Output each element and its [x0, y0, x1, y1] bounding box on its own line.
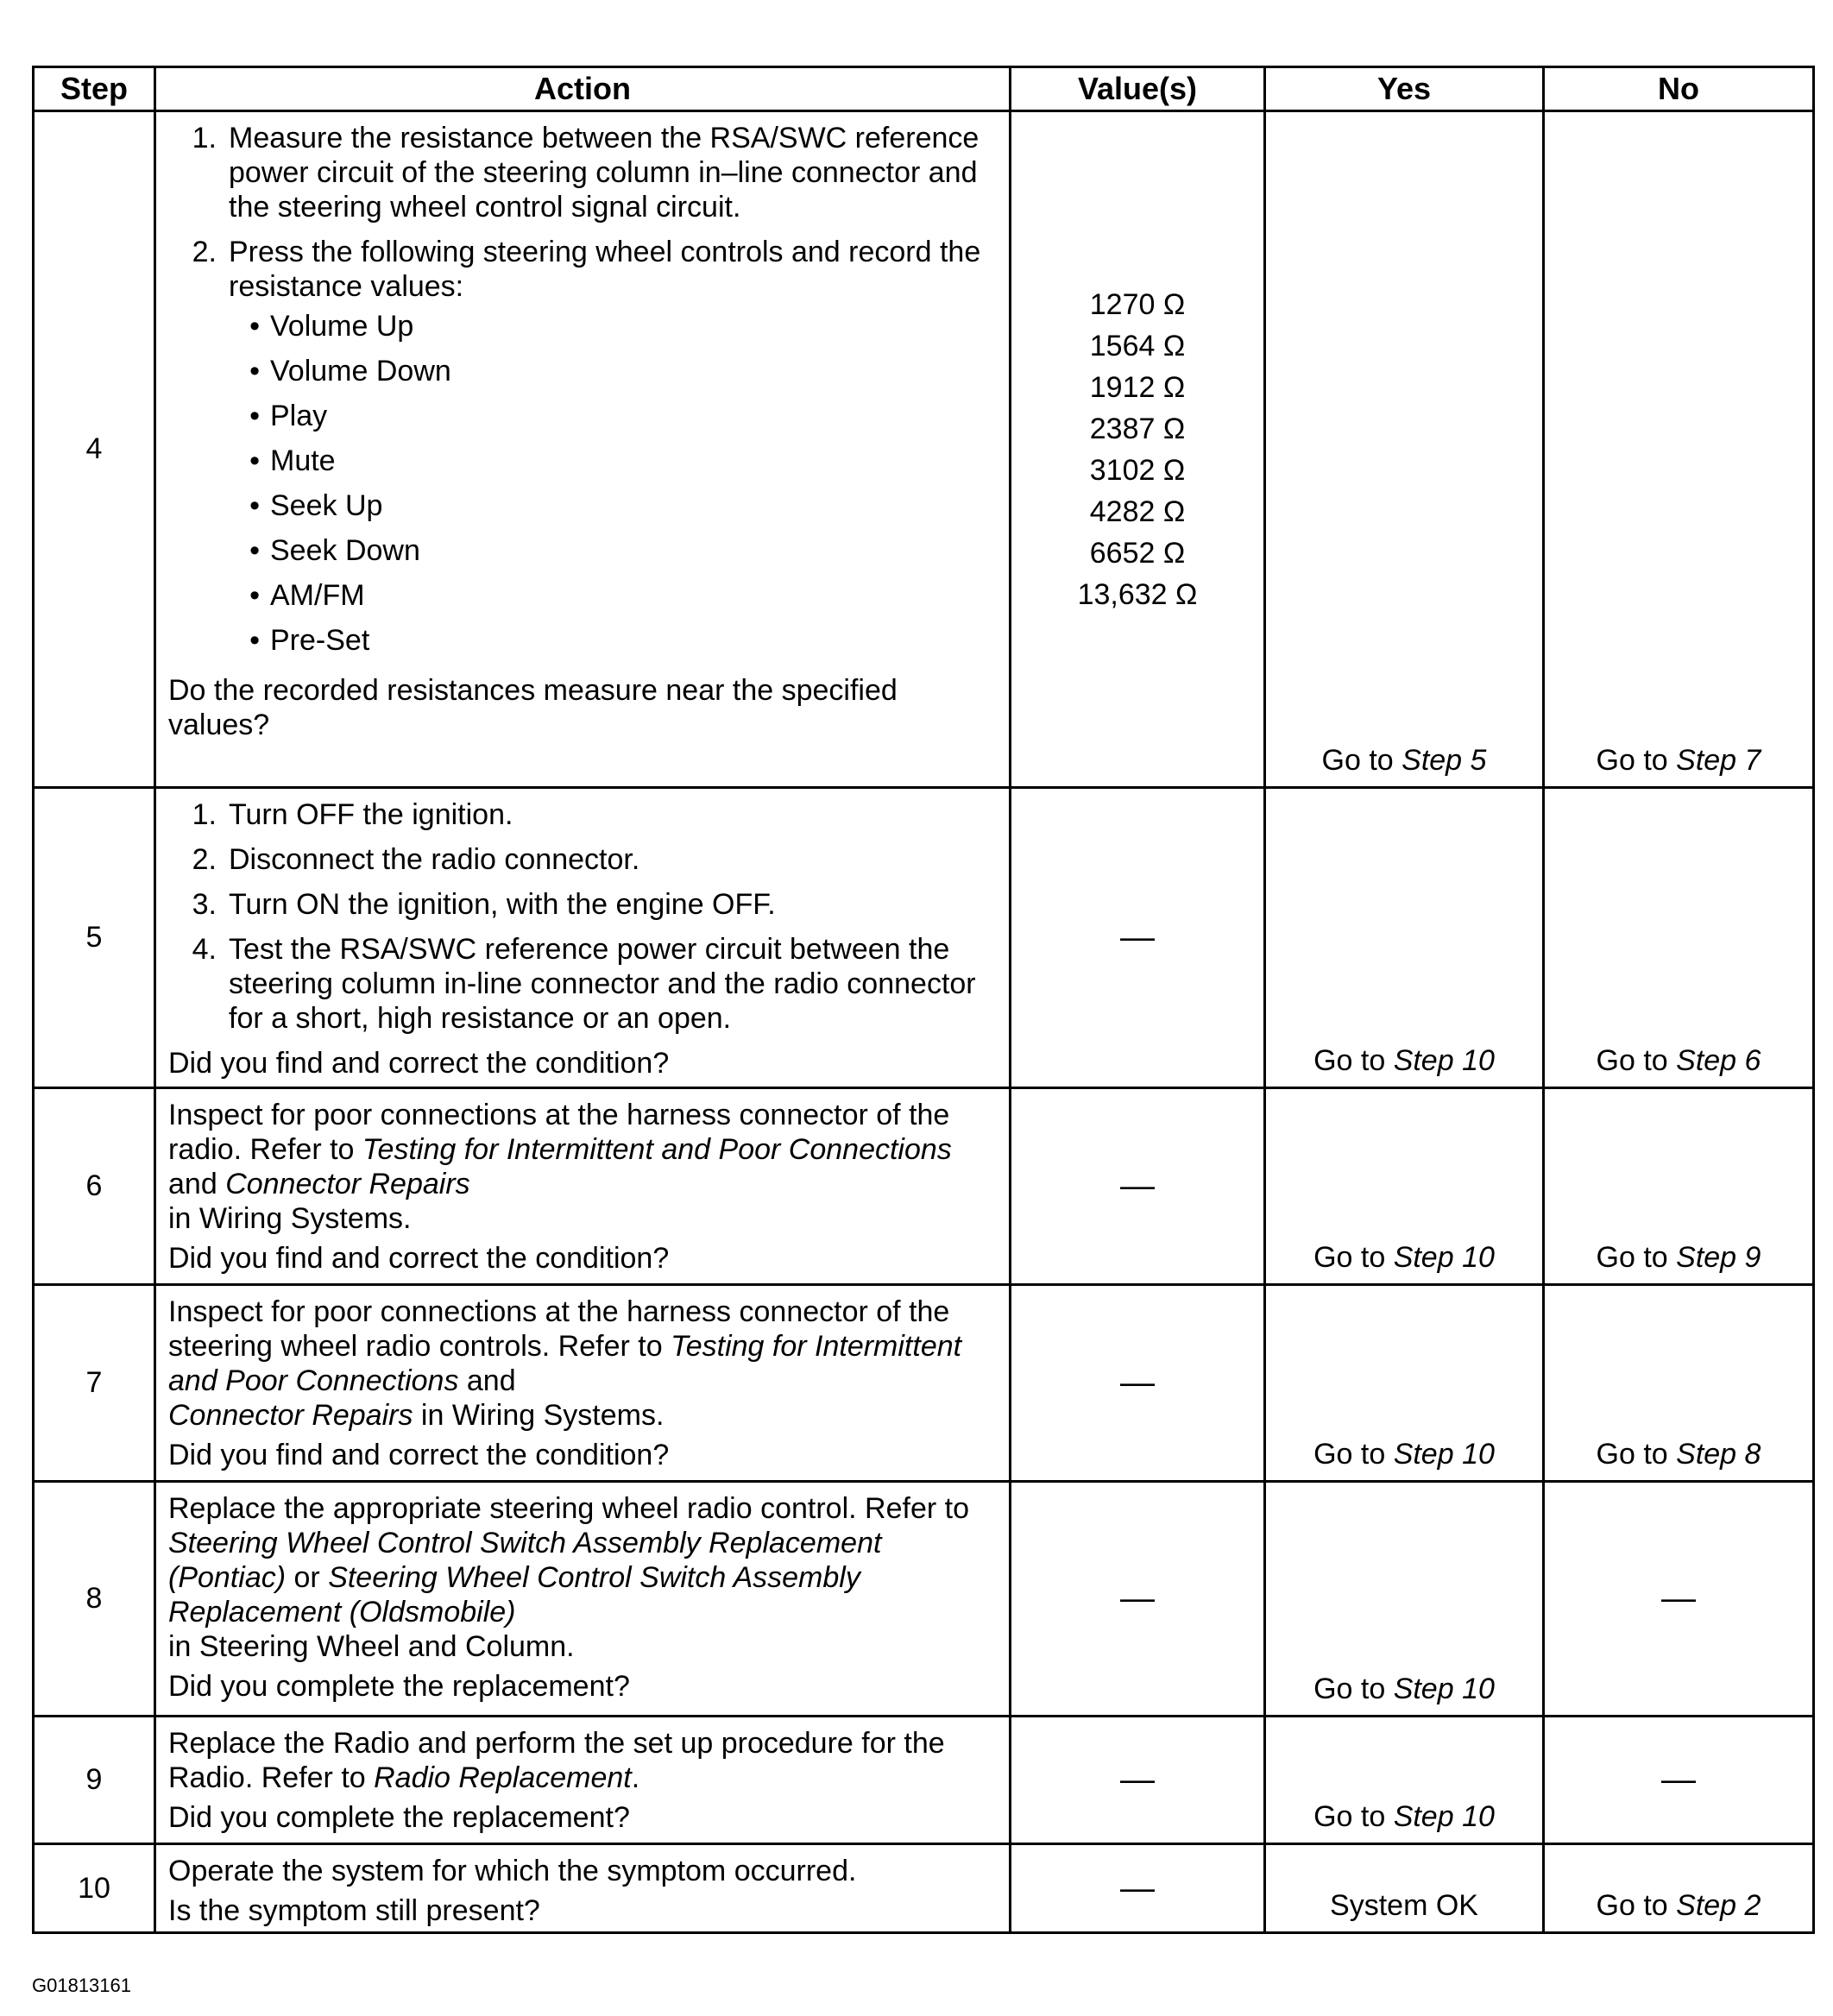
step-link[interactable]: Step 10: [1393, 1241, 1495, 1274]
table-row-step-10: [34, 1844, 1814, 1933]
action-text: [168, 1295, 998, 1433]
value-dash: —: [1661, 1579, 1696, 1617]
values-cell: [1011, 1088, 1265, 1285]
table-row-step-7: [34, 1285, 1814, 1482]
no-cell: [1544, 1088, 1814, 1285]
resistance-value: 6652 Ω: [1089, 536, 1186, 570]
action-text: [229, 235, 998, 668]
step-link[interactable]: Step 8: [1676, 1438, 1761, 1471]
value-dash: —: [1120, 1579, 1155, 1617]
no-cell: [1544, 1717, 1814, 1844]
control-name: Volume Up: [270, 310, 414, 343]
action-question: Did you find and correct the condition?: [168, 1047, 670, 1080]
list-item: 2. Press the following steering wheel controls and record the resistance values: • Volume Up • Volume Down • Play • Mute • Seek Up • Seek Down • AM/FM • Pre-Set: [168, 235, 998, 668]
action-text: Turn OFF the ignition.: [229, 798, 513, 831]
action-subtext: Inspect for poor connections at the harness connector of the steering wheel radio controls. Refer to: [168, 1295, 950, 1363]
step-number: 7: [34, 1285, 155, 1482]
value-dash: —: [1120, 918, 1155, 956]
header-action: Action: [155, 67, 1011, 111]
action-subtext: or: [286, 1561, 329, 1594]
control-name: Volume Down: [270, 355, 451, 387]
goto-prefix: Go to: [1596, 1044, 1677, 1077]
action-subtext: Replace the Radio and perform the set up procedure for the Radio. Refer to: [168, 1727, 945, 1794]
step-link[interactable]: Step 10: [1393, 1044, 1495, 1077]
step-link[interactable]: Step 7: [1676, 744, 1761, 777]
action-question: Is the symptom still present?: [168, 1894, 540, 1927]
step-link[interactable]: Step 9: [1676, 1241, 1761, 1274]
reference-link[interactable]: Radio Replacement: [374, 1761, 632, 1794]
resistance-value: 3102 Ω: [1089, 453, 1186, 487]
step-number: 5: [34, 788, 155, 1088]
action-cell: [155, 1844, 1011, 1933]
action-text: Disconnect the radio connector.: [229, 843, 640, 876]
action-text: Measure the resistance between the RSA/SWC reference power circuit of the steering column in–line connector and the steering wheel control signal circuit.: [229, 122, 979, 224]
bullet-item: • Volume Down: [249, 355, 451, 387]
list-item: 3. Turn ON the ignition, with the engine OFF.: [168, 887, 998, 922]
reference-link[interactable]: Connector Repairs: [225, 1168, 470, 1200]
action-question: Did you find and correct the condition?: [168, 1439, 670, 1471]
reference-link[interactable]: Steering Wheel Control Switch Assembly Replacement (Pontiac): [168, 1527, 882, 1594]
step-link[interactable]: Step 2: [1676, 1889, 1761, 1922]
control-name: Seek Down: [270, 534, 420, 567]
action-subtext: in Steering Wheel and Column.: [168, 1630, 575, 1663]
resistance-value: 1564 Ω: [1089, 329, 1186, 362]
action-subtext: in Wiring Systems.: [413, 1399, 665, 1432]
goto-prefix: Go to: [1313, 1673, 1394, 1705]
goto-prefix: Go to: [1313, 1044, 1394, 1077]
goto-prefix: Go to: [1596, 1438, 1677, 1471]
list-item: 1. Turn OFF the ignition.: [168, 797, 998, 832]
yes-cell: [1265, 111, 1544, 788]
action-text: [168, 1098, 998, 1236]
action-cell: [155, 1088, 1011, 1285]
values-cell: [1011, 1482, 1265, 1717]
header-step: Step: [34, 67, 155, 111]
bullet-item: • Seek Up: [249, 489, 383, 522]
value-dash: —: [1120, 1868, 1155, 1907]
header-no: No: [1544, 67, 1814, 111]
table-row-step-5: [34, 788, 1814, 1088]
step-number: 4: [34, 111, 155, 788]
action-text: [168, 1491, 998, 1664]
yes-cell: [1265, 788, 1544, 1088]
value-dash: —: [1120, 1167, 1155, 1205]
action-list: [168, 121, 998, 668]
action-subtext: Inspect for poor connections at the harness connector of the radio. Refer to: [168, 1099, 950, 1166]
no-cell: [1544, 1285, 1814, 1482]
values-cell: [1011, 1717, 1265, 1844]
bullet-list: [229, 309, 998, 668]
action-subtext: Replace the appropriate steering wheel radio control. Refer to: [168, 1492, 969, 1525]
header-values: Value(s): [1011, 67, 1265, 111]
step-link[interactable]: Step 6: [1676, 1044, 1761, 1077]
action-text: Operate the system for which the symptom occurred.: [168, 1855, 857, 1887]
bullet-item: • Volume Up: [249, 310, 414, 343]
step-link[interactable]: Step 10: [1393, 1800, 1495, 1833]
value-dash: —: [1120, 1761, 1155, 1799]
figure-id: G01813161: [32, 1975, 131, 1996]
list-item: 4. Test the RSA/SWC reference power circuit between the steering column in-line connector and the radio connector for a short, high resistance or an open.: [168, 932, 998, 1036]
table-row-step-6: [34, 1088, 1814, 1285]
bullet-item: • Play: [249, 400, 328, 432]
action-cell: [155, 788, 1011, 1088]
action-question: Did you complete the replacement?: [168, 1801, 630, 1834]
action-text: [168, 1726, 998, 1795]
action-subtext: and: [168, 1168, 226, 1200]
action-question: Did you complete the replacement?: [168, 1670, 630, 1703]
action-question: Do the recorded resistances measure near the specified values?: [168, 674, 898, 741]
bullet-item: • Seek Down: [249, 534, 420, 567]
action-text: Test the RSA/SWC reference power circuit between the steering column in-line connector and the radio connector for a short, high resistance or an open.: [229, 933, 976, 1035]
no-cell: [1544, 788, 1814, 1088]
control-name: Play: [270, 400, 328, 432]
action-subtext: and: [458, 1364, 516, 1397]
action-cell: [155, 111, 1011, 788]
yes-cell: [1265, 1482, 1544, 1717]
reference-link[interactable]: Connector Repairs: [168, 1399, 413, 1432]
step-number: 9: [34, 1717, 155, 1844]
goto-prefix: Go to: [1313, 1800, 1394, 1833]
control-name: AM/FM: [270, 579, 365, 612]
step-link[interactable]: Step 10: [1393, 1438, 1495, 1471]
action-cell: [155, 1482, 1011, 1717]
action-subtext: Press the following steering wheel controls and record the resistance values:: [229, 236, 981, 303]
table-row-step-4: [34, 111, 1814, 788]
goto-prefix: Go to: [1596, 1889, 1677, 1922]
resistance-value: 4282 Ω: [1089, 495, 1186, 528]
action-text: Turn ON the ignition, with the engine OFF.: [229, 888, 776, 921]
no-cell: [1544, 1482, 1814, 1717]
diagnostic-table: [32, 66, 1815, 1934]
yes-cell: [1265, 1717, 1544, 1844]
reference-link[interactable]: Testing for Intermittent and Poor Connections: [168, 1330, 962, 1397]
yes-cell: [1265, 1088, 1544, 1285]
step-number: 6: [34, 1088, 155, 1285]
step-link[interactable]: Step 10: [1393, 1673, 1495, 1705]
values-cell: [1011, 111, 1265, 788]
resistance-value: 13,632 Ω: [1077, 577, 1198, 611]
resistance-value: 1270 Ω: [1089, 287, 1186, 321]
header-row: [34, 67, 1814, 111]
bullet-item: • AM/FM: [249, 579, 365, 612]
values-cell: [1011, 1844, 1265, 1933]
action-list: [168, 797, 998, 1036]
values-cell: [1011, 788, 1265, 1088]
action-cell: [155, 1285, 1011, 1482]
control-name: Pre-Set: [270, 624, 370, 657]
action-question: Did you find and correct the condition?: [168, 1242, 670, 1275]
control-name: Mute: [270, 444, 336, 477]
goto-prefix: Go to: [1596, 744, 1677, 777]
goto-prefix: Go to: [1596, 1241, 1677, 1274]
table-row-step-8: [34, 1482, 1814, 1717]
action-subtext: .: [631, 1761, 640, 1794]
reference-link[interactable]: Steering Wheel Control Switch Assembly Replacement (Oldsmobile): [168, 1561, 860, 1629]
bullet-item: • Mute: [249, 444, 336, 477]
values-cell: [1011, 1285, 1265, 1482]
goto-prefix: Go to: [1313, 1241, 1394, 1274]
resistance-value: 1912 Ω: [1089, 370, 1186, 404]
list-item: 1. Measure the resistance between the RSA/SWC reference power circuit of the steering column in–line connector and the steering wheel control signal circuit.: [168, 121, 998, 224]
list-item: 2. Disconnect the radio connector.: [168, 842, 998, 877]
yes-cell: System OK: [1265, 1844, 1544, 1933]
no-cell: [1544, 111, 1814, 788]
step-number: 8: [34, 1482, 155, 1717]
control-name: Seek Up: [270, 489, 383, 522]
value-dash: —: [1120, 1364, 1155, 1402]
reference-link[interactable]: Testing for Intermittent and Poor Connections: [362, 1133, 952, 1166]
goto-prefix: Go to: [1313, 1438, 1394, 1471]
step-number: 10: [34, 1844, 155, 1933]
step-link[interactable]: Step 5: [1402, 744, 1487, 777]
header-yes: Yes: [1265, 67, 1544, 111]
value-dash: —: [1661, 1761, 1696, 1799]
bullet-item: • Pre-Set: [249, 624, 370, 657]
action-subtext: in Wiring Systems.: [168, 1202, 412, 1235]
yes-cell: [1265, 1285, 1544, 1482]
action-cell: [155, 1717, 1011, 1844]
no-cell: [1544, 1844, 1814, 1933]
goto-prefix: Go to: [1321, 744, 1402, 777]
resistance-value: 2387 Ω: [1089, 412, 1186, 445]
table-row-step-9: [34, 1717, 1814, 1844]
